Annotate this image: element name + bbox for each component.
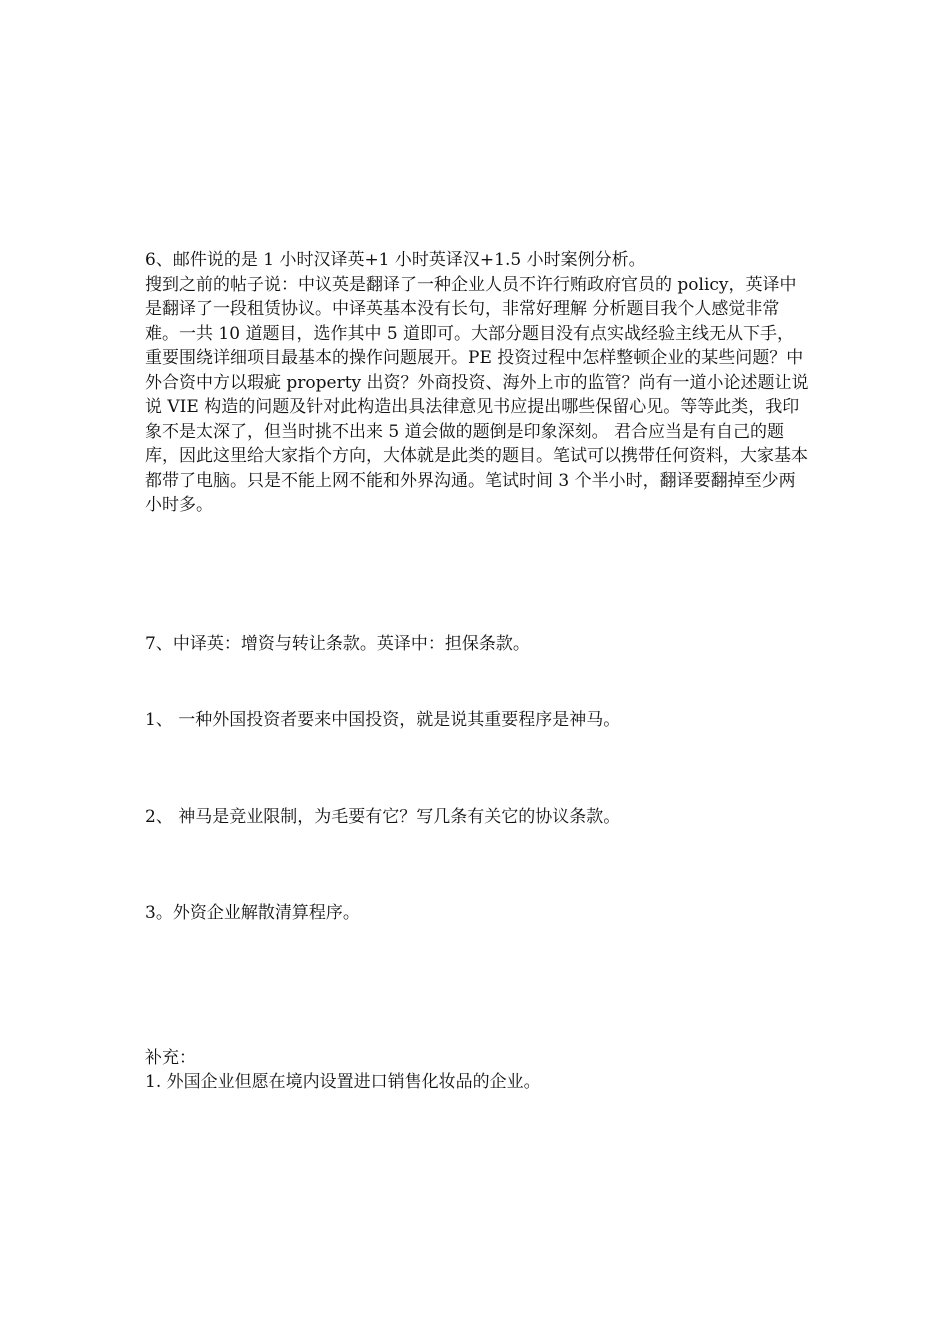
supplement-item-1: 1. 外国企业但愿在境内设置进口销售化妆品的企业。 xyxy=(145,1072,541,1092)
section-7-item-1: 1、 一种外国投资者要来中国投资，就是说其重要程序是神马。 xyxy=(145,710,621,730)
spacer xyxy=(145,518,810,632)
spacer xyxy=(145,656,810,708)
document-content xyxy=(145,248,810,1095)
section-6-heading: 6、邮件说的是 1 小时汉译英+1 小时英译汉+1.5 小时案例分析。 xyxy=(145,250,646,270)
section-7-item-2: 2、 神马是竞业限制，为毛要有它？写几条有关它的协议条款。 xyxy=(145,806,621,827)
spacer xyxy=(145,829,810,901)
supplement-heading: 补充： xyxy=(145,1047,196,1068)
section-7-item-3: 3。外资企业解散清算程序。 xyxy=(145,903,360,923)
spacer xyxy=(145,926,810,1046)
section-6-body: 搜到之前的帖子说：中议英是翻译了一种企业人员不许行贿政府官员的 policy，英译中是翻译了一段租赁协议。中译英基本没有长句，非常好理解 分析题目我个人感觉非常难。一共 10 道题目，选作其中 5 道即可。大部分题目没有点实战经验主线无从下手，重要围绕详细项目最基本的操作问题展开。PE 投资过程中怎样整顿企业的某些问题？中外合资中方以瑕疵 property 出资？外商投资、海外上市的监管？尚有一道小论述题让说说 VIE 构造的问题及针对此构造出具法律意见书应提出哪些保留心见。等等此类，我印象不是太深了，但当时挑不出来 5 道会做的题倒是印象深刻。 君合应当是有自己的题库，因此这里给大家指个方向，大体就是此类的题目。笔试可以携带任何资料，大家基本都带了电脑。只是不能上网不能和外界沟通。笔试时间 3 个半小时，翻译要翻掉至少两小时多。 xyxy=(145,274,809,515)
spacer xyxy=(145,733,810,805)
section-7-heading: 7、中译英：增资与转让条款。英译中：担保条款。 xyxy=(145,633,530,654)
